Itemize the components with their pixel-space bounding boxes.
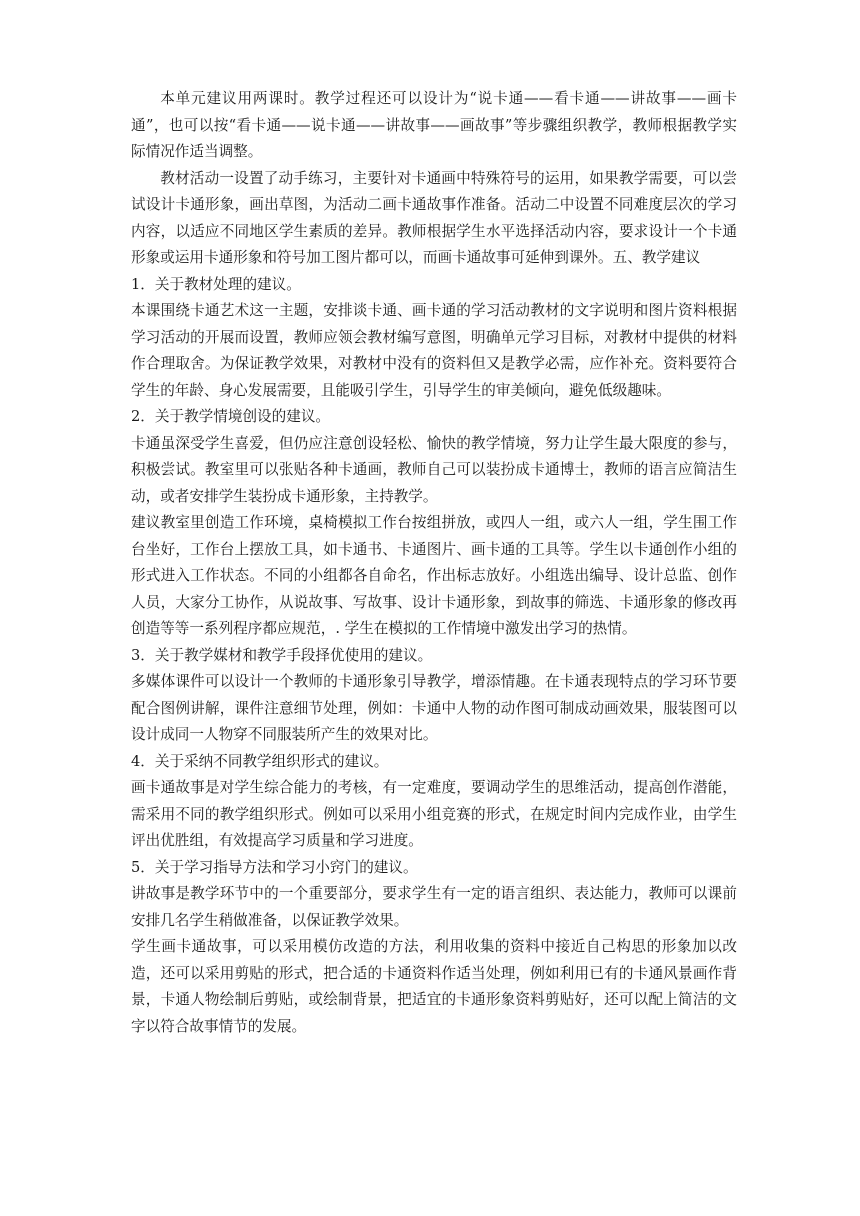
document-page <box>131 86 737 1040</box>
paragraph-activities: 教材活动一设置了动手练习，主要针对卡通画中特殊符号的运用，如果教学需要，可以尝试设计卡通形象，画出草图，为活动二画卡通故事作准备。活动二中设置不同难度层次的学习内容，以适应不同地区学生素质的差异。教师根据学生水平选择活动内容，要求设计一个卡通形象或运用卡通形象和符号加工图片都可以，而画卡通故事可延伸到课外。五、教学建议 <box>131 169 737 266</box>
heading-teaching-situation: 2．关于教学情境创设的建议。 <box>131 408 331 425</box>
heading-learning-guidance: 5．关于学习指导方法和学习小窍门的建议。 <box>131 858 418 876</box>
heading-textbook-handling: 1．关于教材处理的建议。 <box>131 275 301 293</box>
heading-organization-forms: 4．关于采纳不同教学组织形式的建议。 <box>131 752 389 770</box>
paragraph-textbook-handling: 本课围绕卡通艺术这一主题，安排谈卡通、画卡通的学习活动教材的文字说明和图片资料根据学习活动的开展而设置，教师应领会教材编写意图，明确单元学习目标，对教材中提供的材料作合理取舍。为保证教学效果，对教材中没有的资料但又是教学必需，应作补充。资料要符合学生的年龄、身心发展需要，且能吸引学生，引导学生的审美倾向，避免低级趣味。 <box>131 302 737 399</box>
paragraph-work-environment: 建议教室里创造工作环境，桌椅模拟工作台按组拼放，或四人一组，或六人一组，学生围工作台坐好，工作台上摆放工具，如卡通书、卡通图片、画卡通的工具等。学生以卡通创作小组的形式进入工作状态。不同的小组都各自命名，作出标志放好。小组选出编导、设计总监、创作人员，大家分工协作，从说故事、写故事、设计卡通形象，到故事的筛选、卡通形象的修改再创造等等一系列程序都应规范，. 学生在模拟的工作情境中激发出学习的热情。 <box>131 514 737 637</box>
paragraph-teaching-situation: 卡通虽深受学生喜爱，但仍应注意创设轻松、愉快的教学情境，努力让学生最大限度的参与，积极尝试。教室里可以张贴各种卡通画，教师自己可以装扮成卡通博士，教师的语言应简洁生动，或者安排学生装扮成卡通形象，主持教学。 <box>131 434 737 505</box>
paragraph-teaching-media: 多媒体课件可以设计一个教师的卡通形象引导教学，增添情趣。在卡通表现特点的学习环节要配合图例讲解，课件注意细节处理，例如：卡通中人物的动作图可制成动画效果，服装图可以设计成同一人物穿不同服装所产生的效果对比。 <box>131 673 737 743</box>
paragraph-storytelling: 讲故事是教学环节中的一个重要部分，要求学生有一定的语言组织、表达能力，教师可以课前安排几名学生稍做准备，以保证教学效果。 <box>131 885 737 929</box>
paragraph-lesson-plan: 本单元建议用两课时。教学过程还可以设计为“说卡通——看卡通——讲故事——画卡通”，也可以按“看卡通——说卡通——讲故事——画故事”等步骤组织教学，教师根据教学实际情况作适当调整。 <box>131 90 737 160</box>
paragraph-drawing-stories: 学生画卡通故事，可以采用模仿改造的方法，利用收集的资料中接近自己构思的形象加以改造，还可以采用剪贴的形式，把合适的卡通资料作适当处理，例如利用已有的卡通风景画作背景，卡通人物绘制后剪贴，或绘制背景，把适宜的卡通形象资料剪贴好，还可以配上简洁的文字以符合故事情节的发展。 <box>131 938 737 1035</box>
paragraph-organization-forms: 画卡通故事是对学生综合能力的考核，有一定难度，要调动学生的思维活动，提高创作潜能，需采用不同的教学组织形式。例如可以采用小组竞赛的形式，在规定时间内完成作业，由学生评出优胜组，有效提高学习质量和学习进度。 <box>131 779 737 849</box>
heading-teaching-media: 3．关于教学媒材和教学手段择优使用的建议。 <box>131 646 433 664</box>
